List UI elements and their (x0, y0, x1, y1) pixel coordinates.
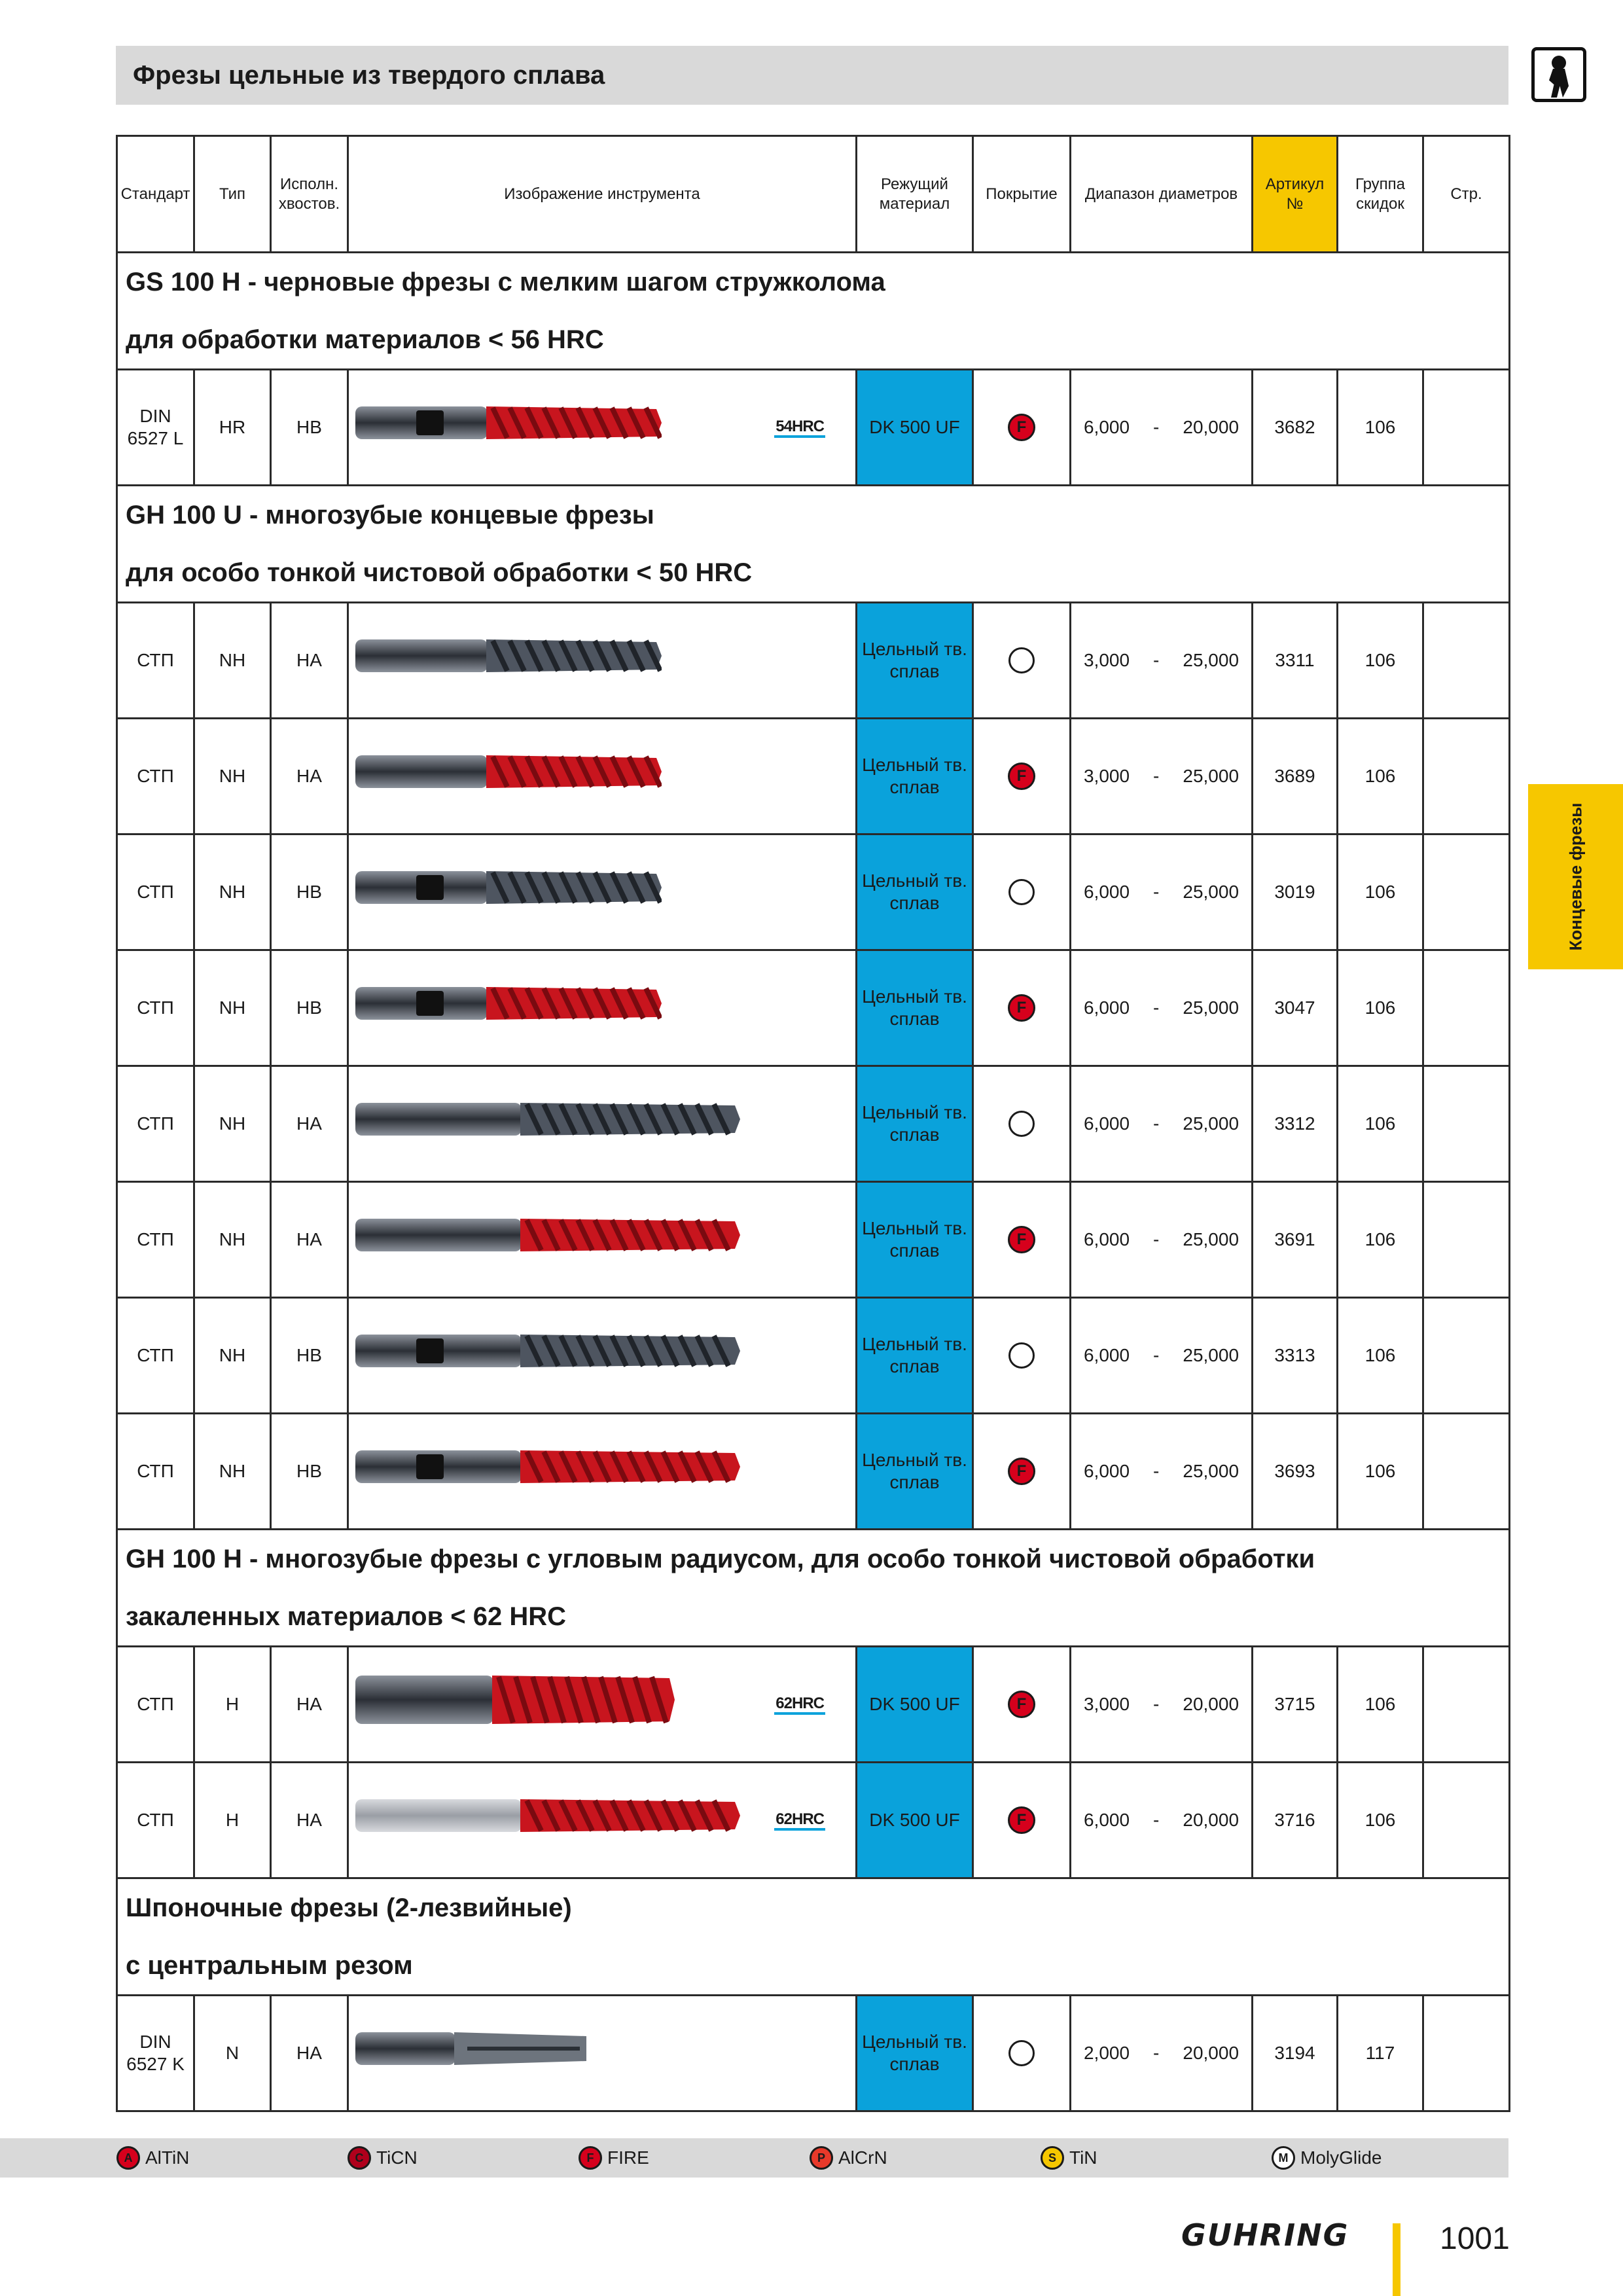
cell-coating (973, 950, 1071, 1066)
table-row[interactable] (117, 1996, 1510, 2111)
diameter-max: 20,000 (1183, 417, 1240, 437)
cell-article[interactable]: 3047 (1253, 950, 1338, 1066)
table-header-row (117, 136, 1510, 253)
cell-standard: СТП (117, 719, 194, 834)
cell-discount: 106 (1338, 1066, 1423, 1182)
cell-article[interactable]: 3311 (1253, 603, 1338, 719)
coating-molyglide-icon: M (1272, 2146, 1295, 2170)
table-row[interactable] (117, 1763, 1510, 1878)
cell-page[interactable] (1423, 1996, 1510, 2111)
table-row[interactable] (117, 950, 1510, 1066)
cell-article[interactable]: 3682 (1253, 370, 1338, 486)
section-title: Шпоночные фрезы (2-лезвийные) (126, 1893, 572, 1922)
diameter-min: 6,000 (1083, 1113, 1130, 1134)
cell-coating (973, 1647, 1071, 1763)
table-row[interactable] (117, 719, 1510, 834)
section-header-row (117, 1530, 1510, 1647)
cell-discount: 106 (1338, 1414, 1423, 1530)
cell-page[interactable] (1423, 1066, 1510, 1182)
col-header-diameter-range: Диапазон диаметров (1071, 136, 1253, 253)
uncoated-circle-icon (1008, 2040, 1035, 2066)
hrc-badge: 62HRC (774, 1811, 825, 1831)
diameter-min: 6,000 (1083, 417, 1130, 437)
cell-shank: HB (271, 834, 348, 950)
cell-material: Цельный тв. сплав (857, 719, 973, 834)
fire-coating-icon: F (1008, 1806, 1035, 1834)
coating-tin-icon: S (1041, 2146, 1064, 2170)
cell-shank: HB (271, 1414, 348, 1530)
tool-image-1 (354, 623, 662, 689)
legend-item (116, 2146, 189, 2170)
tool-image-4 (354, 971, 662, 1036)
uncoated-circle-icon (1008, 1342, 1035, 1369)
table-row[interactable] (117, 1182, 1510, 1298)
cell-standard: СТП (117, 834, 194, 950)
cell-material: Цельный тв. сплав (857, 603, 973, 719)
col-header-article: Артикул № (1253, 136, 1338, 253)
col-header-image: Изображение инструмента (348, 136, 857, 253)
fire-coating-icon: F (1008, 994, 1035, 1022)
col-header-material: Режущий материал (857, 136, 973, 253)
divider (1393, 2223, 1400, 2296)
cell-coating (973, 370, 1071, 486)
cell-diameter-range (1071, 370, 1253, 486)
cell-diameter-range (1071, 1763, 1253, 1878)
cell-standard: DIN 6527 K (117, 1996, 194, 2111)
range-separator: - (1153, 997, 1160, 1018)
diameter-max: 25,000 (1183, 766, 1240, 786)
col-header-page: Стр. (1423, 136, 1510, 253)
cell-article[interactable]: 3693 (1253, 1414, 1338, 1530)
cell-standard: СТП (117, 1182, 194, 1298)
cell-discount: 106 (1338, 950, 1423, 1066)
cell-page[interactable] (1423, 1763, 1510, 1878)
cell-diameter-range (1071, 950, 1253, 1066)
tool-image-2 (354, 739, 662, 804)
cell-standard: СТП (117, 1763, 194, 1878)
cell-image (348, 834, 857, 950)
cell-standard: СТП (117, 603, 194, 719)
cell-page[interactable] (1423, 834, 1510, 950)
cell-type: NH (194, 1182, 271, 1298)
cell-shank: HA (271, 603, 348, 719)
cell-article[interactable]: 3312 (1253, 1066, 1338, 1182)
cell-shank: HB (271, 950, 348, 1066)
cell-image (348, 1996, 857, 2111)
cell-diameter-range (1071, 603, 1253, 719)
cell-coating (973, 1298, 1071, 1414)
cell-shank: HA (271, 1996, 348, 2111)
cell-page[interactable] (1423, 1647, 1510, 1763)
cell-shank: HB (271, 1298, 348, 1414)
coating-legend (0, 2138, 1508, 2178)
cell-discount: 106 (1338, 834, 1423, 950)
range-separator: - (1153, 650, 1160, 670)
cell-coating (973, 1763, 1071, 1878)
table-row[interactable] (117, 370, 1510, 486)
coating-alcrn-icon: P (810, 2146, 833, 2170)
legend-item (810, 2146, 887, 2170)
cell-diameter-range (1071, 1182, 1253, 1298)
tool-image-10 (354, 1783, 740, 1848)
range-separator: - (1153, 1113, 1160, 1134)
fire-coating-icon: F (1008, 1458, 1035, 1485)
range-separator: - (1153, 1229, 1160, 1249)
cell-coating (973, 603, 1071, 719)
hrc-badge: 62HRC (774, 1695, 825, 1715)
range-separator: - (1153, 1694, 1160, 1714)
cell-coating (973, 1996, 1071, 2111)
legend-label: TiN (1069, 2147, 1097, 2168)
col-header-discount: Группа скидок (1338, 136, 1423, 253)
cell-page[interactable] (1423, 719, 1510, 834)
range-separator: - (1153, 882, 1160, 902)
cell-image (348, 719, 857, 834)
table-row[interactable] (117, 1414, 1510, 1530)
cell-coating (973, 1414, 1071, 1530)
page-number: 1001 (1440, 2221, 1510, 2256)
cell-discount: 106 (1338, 1763, 1423, 1878)
cell-type: N (194, 1996, 271, 2111)
section-title: GS 100 H - черновые фрезы с мелким шагом стружколома (126, 268, 885, 296)
cell-diameter-range (1071, 1066, 1253, 1182)
diameter-max: 25,000 (1183, 650, 1240, 670)
legend-label: AlCrN (838, 2147, 887, 2168)
table-row[interactable] (117, 1647, 1510, 1763)
table-row[interactable] (117, 1298, 1510, 1414)
cell-page[interactable] (1423, 1298, 1510, 1414)
uncoated-circle-icon (1008, 1111, 1035, 1137)
cell-coating (973, 1066, 1071, 1182)
diameter-max: 25,000 (1183, 1461, 1240, 1481)
cell-type: NH (194, 1066, 271, 1182)
cell-standard: СТП (117, 1414, 194, 1530)
fire-coating-icon: F (1008, 762, 1035, 790)
tool-image-0 (354, 390, 662, 456)
cell-standard: DIN 6527 L (117, 370, 194, 486)
diameter-min: 3,000 (1083, 766, 1130, 786)
cell-type: NH (194, 1298, 271, 1414)
diameter-max: 25,000 (1183, 997, 1240, 1018)
uncoated-circle-icon (1008, 647, 1035, 673)
cell-coating (973, 834, 1071, 950)
coating-ticn-icon: C (348, 2146, 371, 2170)
legend-label: AlTiN (145, 2147, 190, 2168)
section-header-row (117, 486, 1510, 603)
cell-article[interactable]: 3313 (1253, 1298, 1338, 1414)
cell-material: Цельный тв. сплав (857, 950, 973, 1066)
legend-label: MolyGlide (1300, 2147, 1382, 2168)
range-separator: - (1153, 2043, 1160, 2063)
cell-material: Цельный тв. сплав (857, 1996, 973, 2111)
side-tab[interactable] (1528, 784, 1623, 969)
cell-page[interactable] (1423, 603, 1510, 719)
legend-label: TiCN (376, 2147, 418, 2168)
cell-type: NH (194, 834, 271, 950)
cell-article[interactable]: 3194 (1253, 1996, 1338, 2111)
cell-material: Цельный тв. сплав (857, 834, 973, 950)
cell-type: NH (194, 950, 271, 1066)
page-title: Фрезы цельные из твердого сплава (133, 60, 605, 90)
fire-coating-icon: F (1008, 1226, 1035, 1253)
coating-fire-icon: F (579, 2146, 602, 2170)
cell-article[interactable]: 3689 (1253, 719, 1338, 834)
section-header-row (117, 1878, 1510, 1996)
cell-discount: 106 (1338, 1647, 1423, 1763)
cell-standard: СТП (117, 1066, 194, 1182)
cell-diameter-range (1071, 1647, 1253, 1763)
cell-coating (973, 719, 1071, 834)
cell-shank: HA (271, 1763, 348, 1878)
hrc-badge: 54HRC (774, 418, 825, 438)
brand-logo: GUHRING (1181, 2217, 1349, 2253)
cell-type: H (194, 1763, 271, 1878)
range-separator: - (1153, 417, 1160, 437)
range-separator: - (1153, 766, 1160, 786)
cell-image (348, 1414, 857, 1530)
section-title: GH 100 U - многозубые концевые фрезы (126, 501, 654, 529)
diameter-min: 6,000 (1083, 882, 1130, 902)
cell-discount: 117 (1338, 1996, 1423, 2111)
tool-image-9 (354, 1667, 675, 1732)
cell-type: NH (194, 719, 271, 834)
cell-diameter-range (1071, 1298, 1253, 1414)
cell-diameter-range (1071, 834, 1253, 950)
diameter-max: 20,000 (1183, 1694, 1240, 1714)
uncoated-circle-icon (1008, 879, 1035, 905)
cell-image (348, 1066, 857, 1182)
table-row[interactable] (117, 603, 1510, 719)
cell-shank: HA (271, 1647, 348, 1763)
cell-diameter-range (1071, 719, 1253, 834)
cell-image (348, 1647, 857, 1763)
section-title: GH 100 H - многозубые фрезы с угловым радиусом, для особо тонкой чистовой обработки (126, 1545, 1315, 1573)
cell-page[interactable] (1423, 1414, 1510, 1530)
tool-image-3 (354, 855, 662, 920)
tool-image-11 (354, 2016, 586, 2081)
range-separator: - (1153, 1461, 1160, 1481)
diameter-min: 6,000 (1083, 1461, 1130, 1481)
cell-material: Цельный тв. сплав (857, 1298, 973, 1414)
section-subtitle: с центральным резом (126, 1951, 413, 1980)
diameter-max: 25,000 (1183, 1345, 1240, 1365)
cell-article[interactable]: 3715 (1253, 1647, 1338, 1763)
cell-page[interactable] (1423, 370, 1510, 486)
cell-type: NH (194, 603, 271, 719)
diameter-min: 3,000 (1083, 1694, 1130, 1714)
tool-image-5 (354, 1086, 740, 1152)
tool-image-8 (354, 1434, 740, 1499)
diameter-min: 2,000 (1083, 2043, 1130, 2063)
range-separator: - (1153, 1345, 1160, 1365)
table-row[interactable] (117, 1066, 1510, 1182)
fire-coating-icon: F (1008, 1691, 1035, 1718)
cell-shank: HB (271, 370, 348, 486)
section-header (117, 1878, 1510, 1996)
diameter-min: 6,000 (1083, 997, 1130, 1018)
cell-material: Цельный тв. сплав (857, 1414, 973, 1530)
cell-shank: HA (271, 1066, 348, 1182)
section-header (117, 1530, 1510, 1647)
cell-image (348, 370, 857, 486)
cell-image (348, 1763, 857, 1878)
cell-discount: 106 (1338, 719, 1423, 834)
diameter-min: 6,000 (1083, 1345, 1130, 1365)
cell-page[interactable] (1423, 950, 1510, 1066)
section-header (117, 486, 1510, 603)
running-man-icon (1531, 47, 1586, 102)
cell-standard: СТП (117, 1298, 194, 1414)
legend-item (1272, 2146, 1382, 2170)
section-header (117, 253, 1510, 370)
legend-item (579, 2146, 649, 2170)
cell-discount: 106 (1338, 1298, 1423, 1414)
product-table (116, 135, 1510, 2112)
side-tab-label: Концевые фрезы (1565, 802, 1585, 951)
section-subtitle: для обработки материалов < 56 HRC (126, 325, 604, 354)
cell-diameter-range (1071, 1996, 1253, 2111)
col-header-coating: Покрытие (973, 136, 1071, 253)
diameter-max: 20,000 (1183, 1810, 1240, 1830)
fire-coating-icon: F (1008, 414, 1035, 441)
col-header-standard: Стандарт (117, 136, 194, 253)
tool-image-7 (354, 1318, 740, 1384)
diameter-max: 25,000 (1183, 1229, 1240, 1249)
cell-diameter-range (1071, 1414, 1253, 1530)
cell-discount: 106 (1338, 603, 1423, 719)
table-row[interactable] (117, 834, 1510, 950)
section-subtitle: закаленных материалов < 62 HRC (126, 1602, 567, 1631)
cell-article[interactable]: 3691 (1253, 1182, 1338, 1298)
cell-page[interactable] (1423, 1182, 1510, 1298)
section-header-row (117, 253, 1510, 370)
col-header-shank: Исполн. хвостов. (271, 136, 348, 253)
cell-article[interactable]: 3019 (1253, 834, 1338, 950)
page-title-bar (116, 46, 1508, 105)
coating-altin-icon: A (116, 2146, 140, 2170)
col-header-type: Тип (194, 136, 271, 253)
cell-image (348, 1182, 857, 1298)
range-separator: - (1153, 1810, 1160, 1830)
cell-material: DK 500 UF (857, 1763, 973, 1878)
legend-item (1041, 2146, 1097, 2170)
diameter-max: 25,000 (1183, 882, 1240, 902)
cell-material: Цельный тв. сплав (857, 1182, 973, 1298)
cell-image (348, 1298, 857, 1414)
cell-shank: HA (271, 719, 348, 834)
tool-image-6 (354, 1202, 740, 1268)
diameter-max: 25,000 (1183, 1113, 1240, 1134)
cell-coating (973, 1182, 1071, 1298)
cell-type: HR (194, 370, 271, 486)
section-subtitle: для особо тонкой чистовой обработки < 50 HRC (126, 558, 753, 587)
cell-type: H (194, 1647, 271, 1763)
cell-image (348, 603, 857, 719)
cell-article[interactable]: 3716 (1253, 1763, 1338, 1878)
cell-standard: СТП (117, 950, 194, 1066)
cell-type: NH (194, 1414, 271, 1530)
diameter-min: 6,000 (1083, 1229, 1130, 1249)
cell-material: DK 500 UF (857, 1647, 973, 1763)
cell-discount: 106 (1338, 370, 1423, 486)
legend-label: FIRE (607, 2147, 649, 2168)
cell-image (348, 950, 857, 1066)
diameter-max: 20,000 (1183, 2043, 1240, 2063)
legend-item (348, 2146, 418, 2170)
cell-material: DK 500 UF (857, 370, 973, 486)
diameter-min: 3,000 (1083, 650, 1130, 670)
cell-standard: СТП (117, 1647, 194, 1763)
diameter-min: 6,000 (1083, 1810, 1130, 1830)
cell-material: Цельный тв. сплав (857, 1066, 973, 1182)
cell-discount: 106 (1338, 1182, 1423, 1298)
cell-shank: HA (271, 1182, 348, 1298)
